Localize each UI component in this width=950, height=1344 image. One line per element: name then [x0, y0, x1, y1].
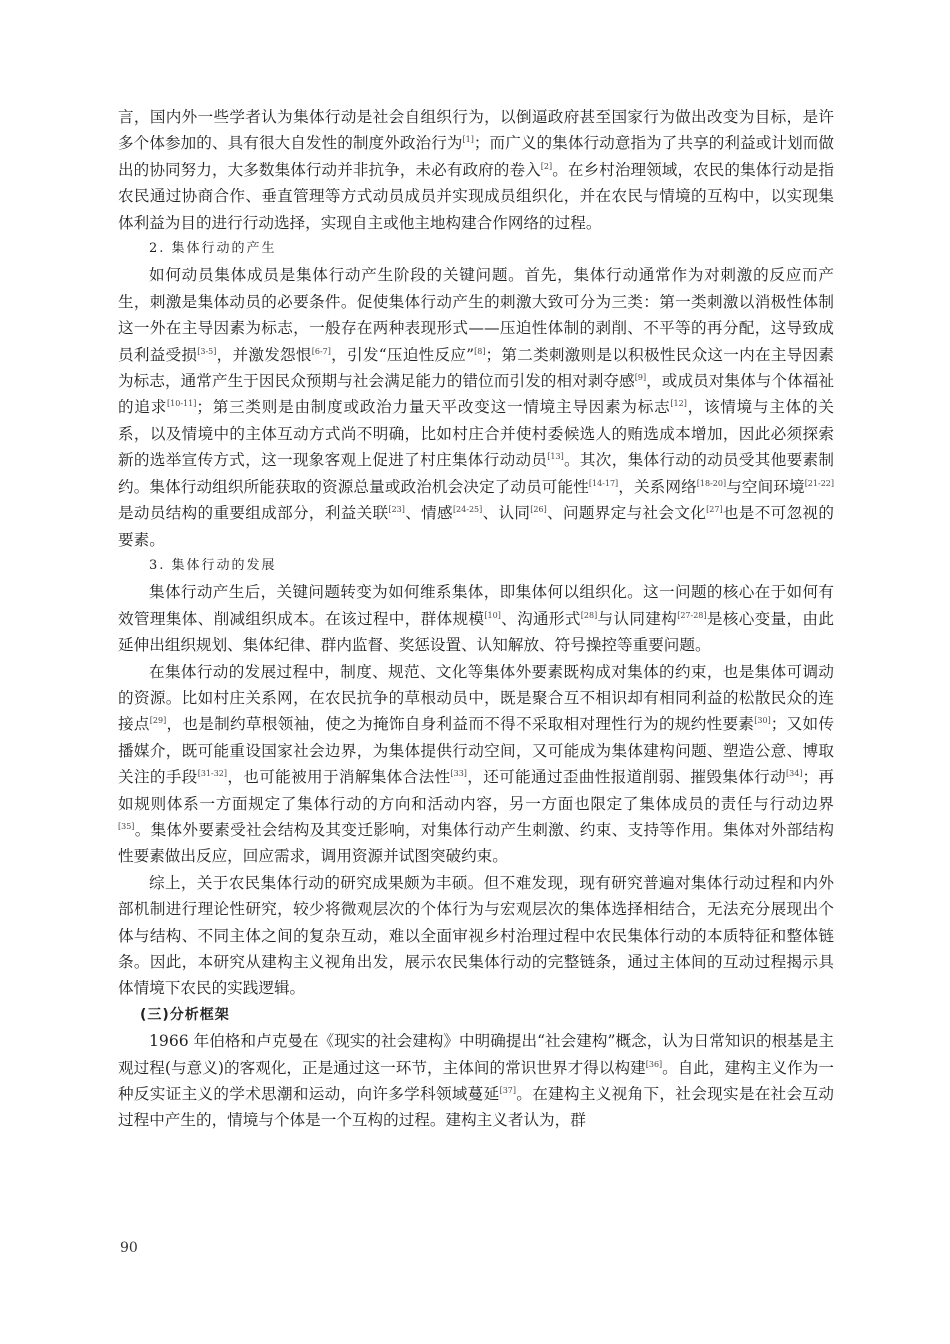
paragraph: 在集体行动的发展过程中，制度、规范、文化等集体外要素既构成对集体的约束，也是集体可调动的资源。比如村庄关系网，在农民抗争的草根动员中，既是聚合互不相识却有相同利益的松散民众的连接点[29]，也是制约草根领袖，使之为掩饰自身利益而不得不采取相对理性行为的规约性要素[30]；又如传播媒介，既可能重设国家社会边界，为集体提供行动空间，又可能成为集体建构问题、塑造公意、博取关注的手段[31-32]，也可能被用于消解集体合法性[33]，还可能通过歪曲性报道削弱、摧毁集体行动[34]；再如规则体系一方面规定了集体行动的方向和活动内容，另一方面也限定了集体成员的责任与行动边界[35]。集体外要素受社会结构及其变迁影响，对集体行动产生刺激、约束、支持等作用。集体对外部结构性要素做出反应，回应需求，调用资源并试图突破约束。 [118, 662, 834, 866]
section-heading-emergence: 2. 集体行动的产生 [149, 241, 277, 257]
citation-ref: [34] [786, 769, 803, 779]
paragraph: 1966 年伯格和卢克曼在《现实的社会建构》中明确提出“社会建构”概念，认为日常知识的根基是主观过程(与意义)的客观化，正是通过这一环节，主体间的常识世界才得以构建[36]。自此，建构主义作为一种反实证主义的学术思潮和运动，向许多学科领域蔓延[37]。在建构主义视角下，社会现实是在社会互动过程中产生的，情境与个体是一个互构的过程。建构主义者认为，群 [118, 1032, 834, 1130]
paragraph: 言，国内外一些学者认为集体行动是社会自组织行为，以倒逼政府甚至国家行为做出改变为目标，是许多个体参加的、具有很大自发性的制度外政治行为[1]；而广义的集体行动意指为了共享的利益或计划而做出的协同努力，大多数集体行动并非抗争，未必有政府的卷入[2]。在乡村治理领域，农民的集体行动是指农民通过协商合作、垂直管理等方式动员成员并实现成员组织化，并在农民与情境的互构中，以实现集体利益为目的进行行动选择，实现自主或他主地构建合作网络的过程。 [118, 108, 834, 232]
citation-ref: [24-25] [452, 505, 483, 515]
citation-ref: [23] [388, 505, 405, 515]
citation-ref: [27-28] [677, 610, 707, 620]
paragraph: 集体行动产生后，关键问题转变为如何维系集体，即集体何以组织化。这一问题的核心在于如何有效管理集体、削减组织成本。在该过程中，群体规模[10]、沟通形式[28]与认同建构[27-28]是核心变量，由此延伸出组织规划、集体纪律、群内监督、奖惩设置、认知解放、符号操控等重要问题。 [118, 583, 834, 655]
citation-ref: [29] [149, 716, 167, 726]
page-number: 90 [120, 1240, 138, 1256]
citation-ref: [27] [706, 505, 723, 515]
citation-ref: [1] [462, 135, 474, 145]
citation-ref: [9] [634, 373, 647, 383]
citation-ref: [13] [547, 452, 564, 462]
citation-ref: [31-32] [197, 769, 228, 779]
section-heading-development: 3. 集体行动的发展 [149, 557, 277, 573]
paragraph: 综上，关于农民集体行动的研究成果颇为丰硕。但不难发现，现有研究普遍对集体行动过程和内外部机制进行理论性研究，较少将微观层次的个体行为与宏观层次的集体选择相结合，无法充分展现出个体与结构、不同主体之间的复杂互动，难以全面审视乡村治理过程中农民集体行动的本质特征和整体链条。因此，本研究从建构主义视角出发，展示农民集体行动的完整链条，通过主体间的互动过程揭示具体情境下农民的实践逻辑。 [118, 873, 834, 998]
citation-ref: [12] [670, 399, 687, 409]
citation-ref: [10-11] [167, 399, 197, 409]
citation-ref: [14-17] [588, 478, 619, 488]
citation-ref: [3-5] [197, 346, 217, 356]
citation-ref: [37] [499, 1086, 516, 1096]
section-heading-framework: (三)分析框架 [140, 1006, 230, 1023]
citation-ref: [10] [484, 610, 501, 620]
citation-ref: [28] [580, 610, 598, 620]
citation-ref: [21-22] [804, 478, 834, 488]
citation-ref: [33] [450, 769, 467, 779]
citation-ref: [18-20] [696, 478, 727, 488]
citation-ref: [26] [530, 505, 547, 515]
citation-ref: [36] [645, 1059, 663, 1069]
citation-ref: [30] [754, 716, 771, 726]
citation-ref: [6-7] [311, 346, 331, 356]
page-body [118, 104, 834, 1134]
citation-ref: [35] [118, 821, 135, 831]
paragraph: 如何动员集体成员是集体行动产生阶段的关键问题。首先，集体行动通常作为对刺激的反应而产生，刺激是集体动员的必要条件。促使集体行动产生的刺激大致可分为三类：第一类刺激以消极性体制这一外在主导因素为标志，一般存在两种表现形式——压迫性体制的剥削、不平等的再分配，这导致成员利益受损[3-5]，并激发怨恨[6-7]，引发“压迫性反应”[8]；第二类刺激则是以积极性民众这一内在主导因素为标志，通常产生于因民众预期与社会满足能力的错位而引发的相对剥夺感[9]，或成员对集体与个体福祉的追求[10-11]；第三类则是由制度或政治力量天平改变这一情境主导因素为标志[12]，该情境与主体的关系，以及情境中的主体互动方式尚不明确，比如村庄合并使村委候选人的贿选成本增加，因此必须探索新的选举宣传方式，这一现象客观上促进了村庄集体行动动员[13]。其次，集体行动的动员受其他要素制约。集体行动组织所能获取的资源总量或政治机会决定了动员可能性[14-17]，关系网络[18-20]与空间环境[21-22]是动员结构的重要组成部分，利益关联[23]、情感[24-25]、认同[26]、问题界定与社会文化[27]也是不可忽视的要素。 [118, 266, 834, 549]
citation-ref: [8] [474, 346, 486, 356]
citation-ref: [2] [540, 161, 553, 171]
